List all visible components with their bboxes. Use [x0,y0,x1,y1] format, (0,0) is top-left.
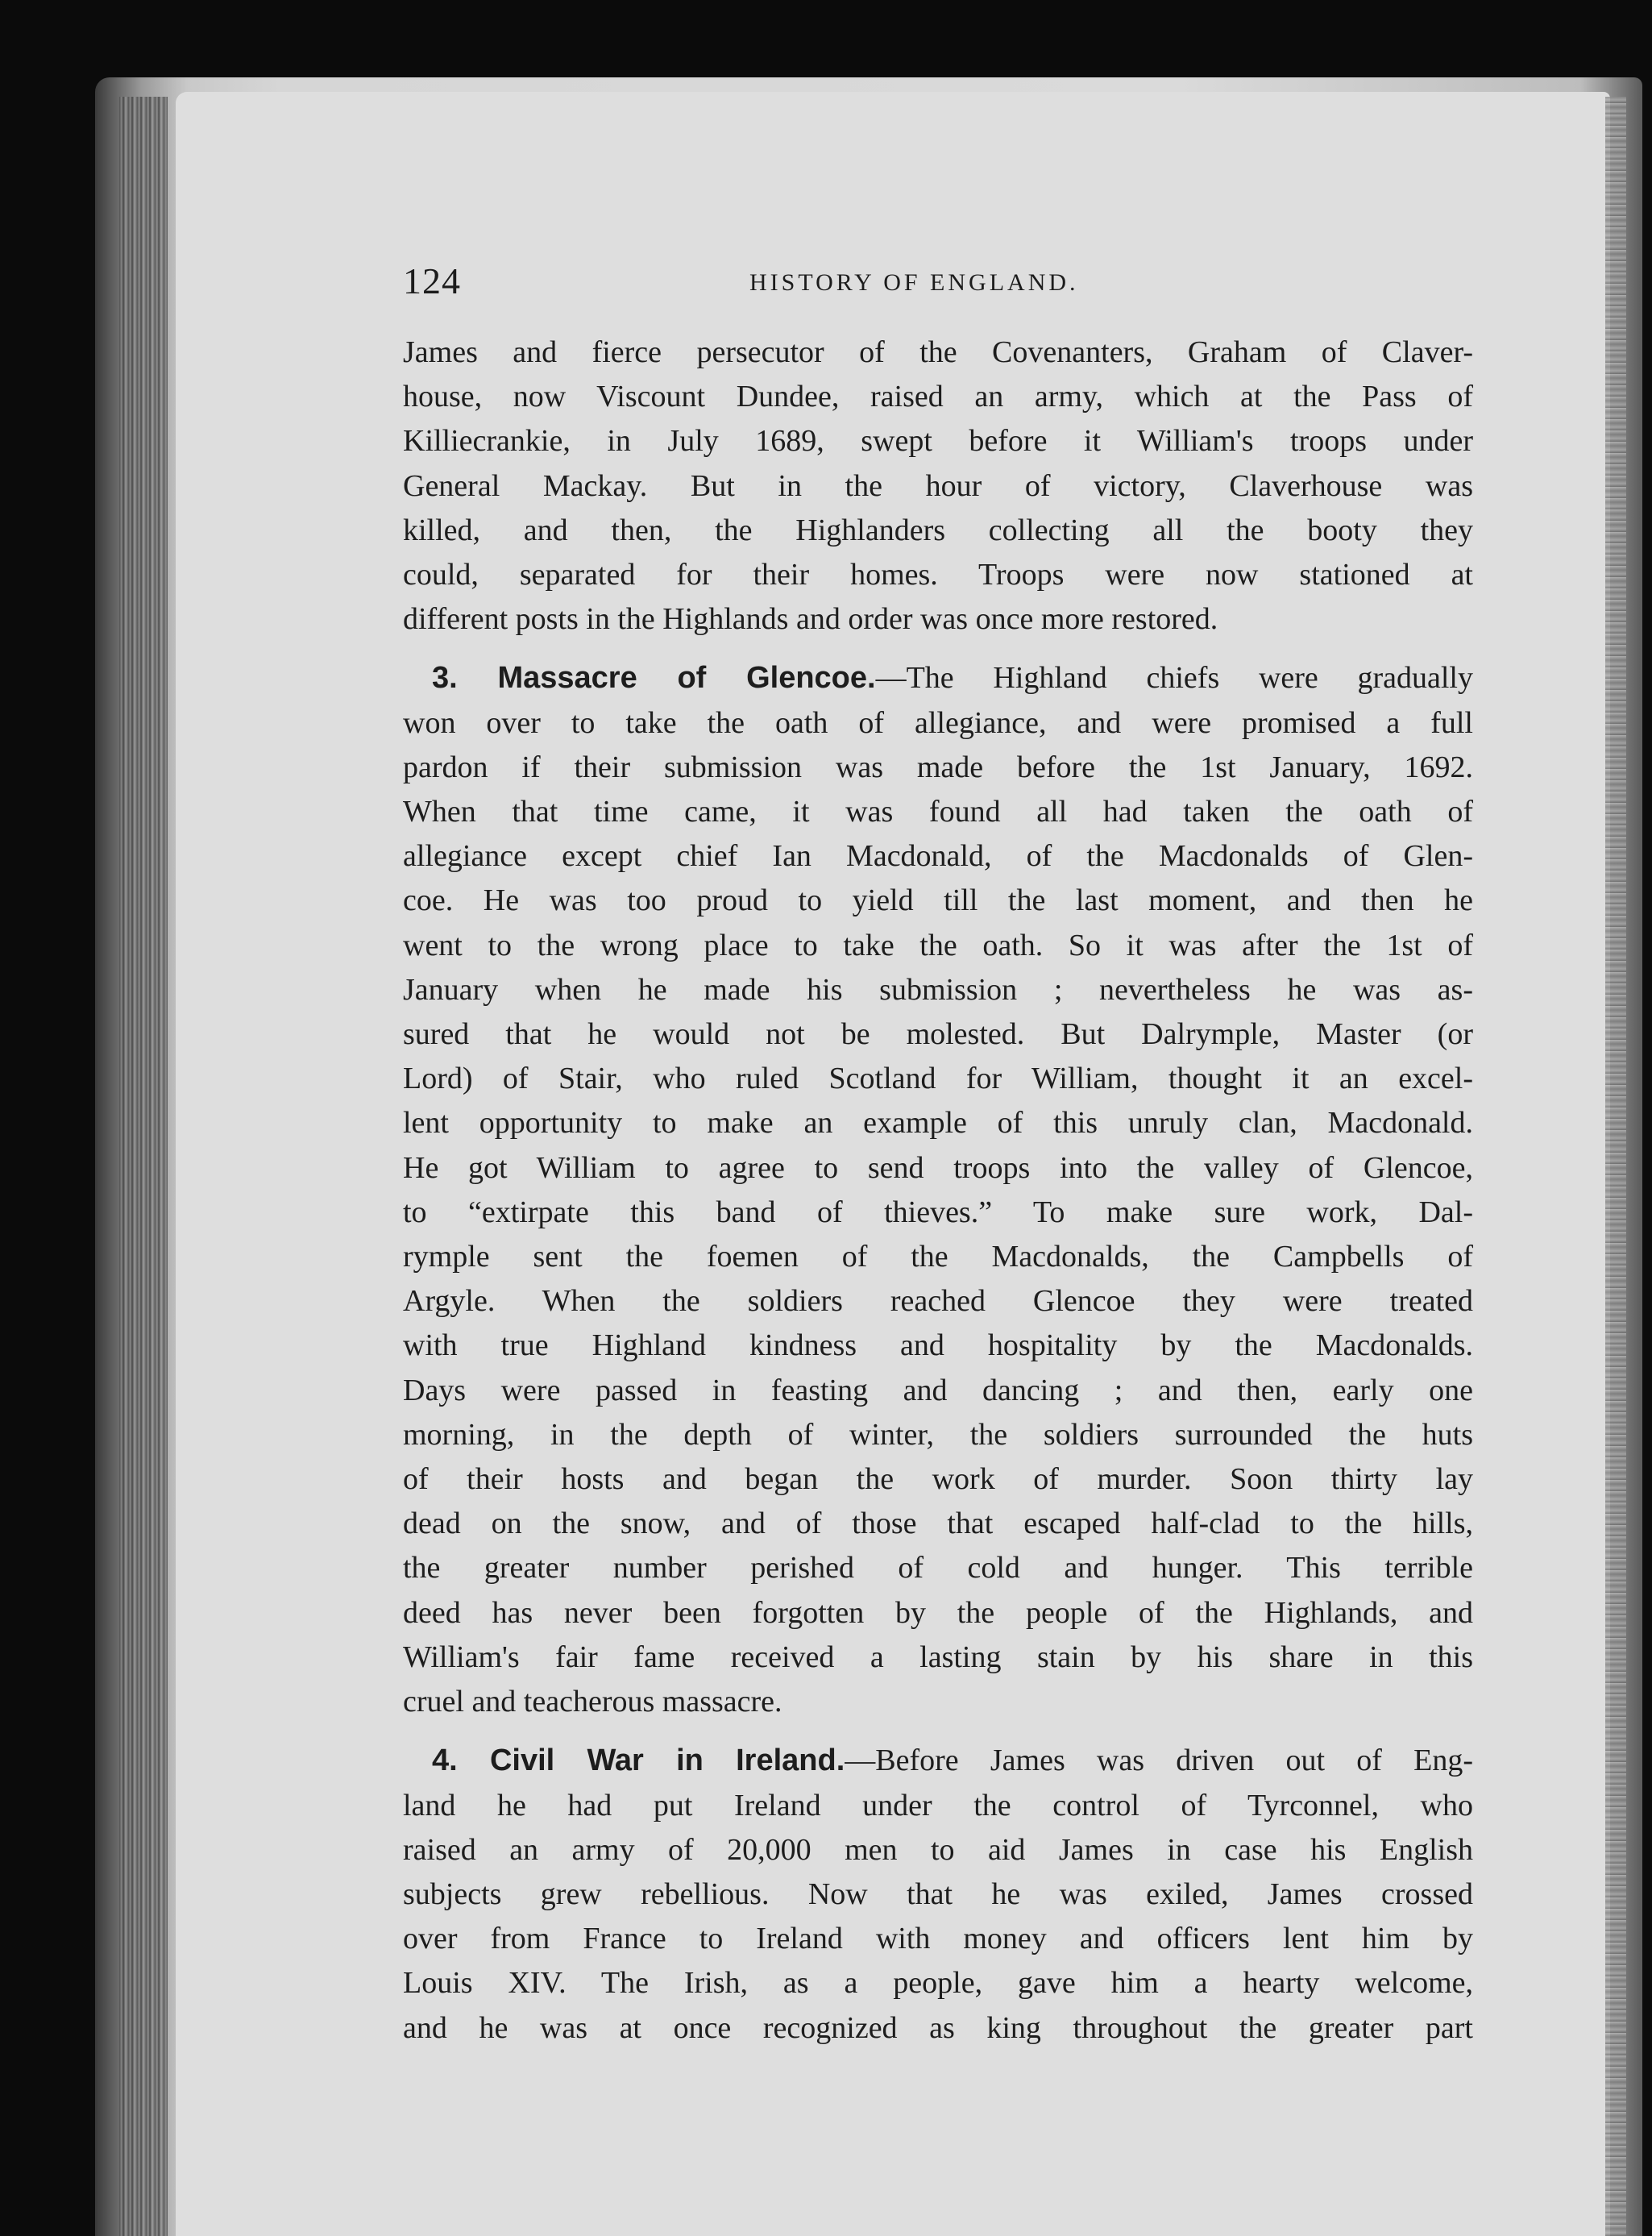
section-text: —Before James was driven out of Eng- [845,1743,1473,1778]
section-gap [403,642,1473,656]
body-line: morning, in the depth of winter, the soldiers surrounded the huts [403,1417,1473,1452]
body-line: When that time came, it was found all had taken the oath of [403,795,1473,829]
section-first-line [403,1739,1473,1783]
body-line: Louis XIV. The Irish, as a people, gave him a hearty welcome, [403,1966,1473,2001]
section-heading: 4. Civil War in Ireland. [432,1743,845,1778]
section-text: —The Highland chiefs were gradually [875,661,1473,696]
body-line: He got William to agree to send troops into the valley of Glencoe, [403,1150,1473,1185]
section-gap [403,1724,1473,1739]
body-line: raised an army of 20,000 men to aid James in case his English [403,1832,1473,1867]
body-line: killed, and then, the Highlanders collecting all the booty they [403,513,1473,547]
page-number: 124 [403,260,461,301]
body-line: could, separated for their homes. Troops were now stationed at [403,558,1473,592]
body-line: land he had put Ireland under the control of Tyrconnel, who [403,1788,1473,1822]
section-heading: 3. Massacre of Glencoe. [432,661,876,696]
body-line: Lord) of Stair, who ruled Scotland for William, thought it an excel- [403,1062,1473,1096]
body-line: rymple sent the foemen of the Macdonalds, the Campbells of [403,1240,1473,1274]
section-first-line [403,656,1473,700]
body-line: of their hosts and began the work of murder. Soon thirty lay [403,1462,1473,1497]
body-line: with true Highland kindness and hospitality by the Macdonalds. [403,1328,1473,1363]
body-line: lent opportunity to make an example of this unruly clan, Macdonald. [403,1106,1473,1141]
body-line: house, now Viscount Dundee, raised an army, which at the Pass of [403,380,1473,414]
page-header [403,260,1475,316]
page-body [403,330,1473,2051]
body-line: to “extirpate this band of thieves.” To make sure work, Dal- [403,1195,1473,1229]
body-line: allegiance except chief Ian Macdonald, of the Macdonalds of Glen- [403,839,1473,874]
body-line: Argyle. When the soldiers reached Glencoe they were treated [403,1284,1473,1319]
body-line: subjects grew rebellious. Now that he was exiled, James crossed [403,1876,1473,1911]
body-line: cruel and teacherous massacre. [403,1685,782,1719]
body-line: and he was at once recognized as king throughout the greater part [403,2010,1473,2045]
body-line: deed has never been forgotten by the people of the Highlands, and [403,1595,1473,1630]
running-title: HISTORY OF ENGLAND. [749,269,1079,296]
body-line: Days were passed in feasting and dancing ; and then, early one [403,1373,1473,1407]
body-line: went to the wrong place to take the oath. So it was after the 1st of [403,928,1473,962]
body-line: over from France to Ireland with money and officers lent him by [403,1922,1473,1956]
body-line: William's fair fame received a lasting stain by his share in this [403,1640,1473,1674]
body-line: January when he made his submission ; nevertheless he was as- [403,972,1473,1007]
body-line: James and fierce persecutor of the Covenanters, Graham of Claver- [403,335,1473,369]
body-line: pardon if their submission was made before the 1st January, 1692. [403,750,1473,784]
body-line: different posts in the Highlands and order was once more restored. [403,602,1218,637]
body-line: won over to take the oath of allegiance, and were promised a full [403,705,1473,740]
body-line: sured that he would not be molested. But Dalrymple, Master (or [403,1017,1473,1052]
page-edge [1605,97,1626,2236]
body-line: General Mackay. But in the hour of victory, Claverhouse was [403,468,1473,503]
body-line: the greater number perished of cold and hunger. This terrible [403,1551,1473,1586]
book-gutter [119,97,168,2236]
body-line: Killiecrankie, in July 1689, swept before it William's troops under [403,424,1473,459]
body-line: coe. He was too proud to yield till the last moment, and then he [403,883,1473,918]
body-line: dead on the snow, and of those that escaped half-clad to the hills, [403,1507,1473,1541]
